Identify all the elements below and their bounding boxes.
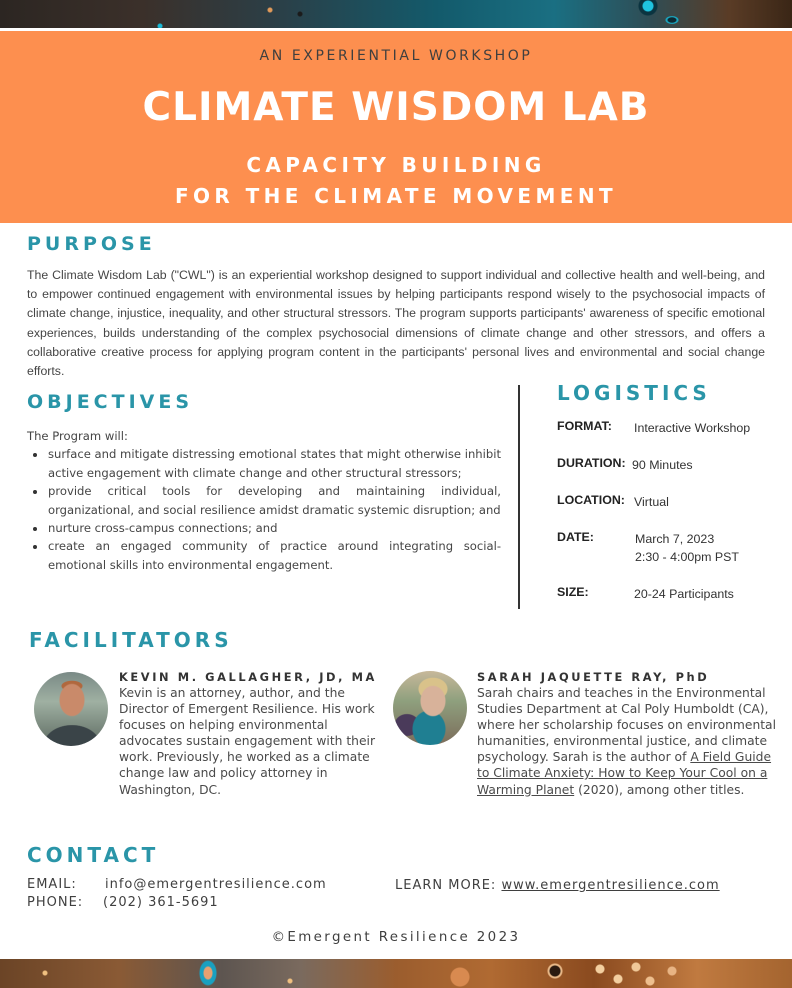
time-value: 2:30 - 4:00pm PST <box>635 550 739 564</box>
logistics-label: LOCATION: <box>557 493 625 507</box>
bio-text: (2020), among other titles. <box>574 782 745 797</box>
logistics-row-date <box>557 530 739 566</box>
objectives-heading: OBJECTIVES <box>27 391 194 413</box>
vertical-divider <box>518 385 520 609</box>
website-link[interactable]: www.emergentresilience.com <box>501 878 720 893</box>
facilitator-bio: Kevin is an attorney, author, and the Director of Emergent Resilience. His work focuses on helping environmental advocates sustain engagement with their work. Previously, he worked as a climate change law and policy attorney in Washington, DC. <box>119 686 376 797</box>
contact-email-row <box>27 877 327 892</box>
logistics-label: DATE: <box>557 530 594 544</box>
avatar-sarah-jaquette-ray <box>393 671 467 745</box>
logistics-label: FORMAT: <box>557 419 612 433</box>
subtitle-line-2: FOR THE CLIMATE MOVEMENT <box>174 184 618 208</box>
objective-item: create an engaged community of practice around integrating social-emotional skills into environmental engagement. <box>27 537 501 574</box>
logistics-value <box>635 530 739 566</box>
page-title: CLIMATE WISDOM LAB <box>142 85 650 130</box>
copyright: ©Emergent Resilience 2023 <box>271 930 521 945</box>
header-kicker: AN EXPERIENTIAL WORKSHOP <box>259 48 533 64</box>
phone-label: PHONE: <box>27 895 84 910</box>
facilitator-bio <box>477 685 777 798</box>
date-value: March 7, 2023 <box>635 532 715 546</box>
facilitator-name: KEVIN M. GALLAGHER, JD, MA <box>119 670 377 684</box>
avatar-kevin-gallagher <box>34 672 108 746</box>
email-link[interactable]: info@emergentresilience.com <box>105 877 327 892</box>
logistics-label: SIZE: <box>557 585 589 599</box>
bottom-decorative-photo-strip <box>0 959 792 988</box>
objectives-intro: The Program will: <box>27 429 128 443</box>
purpose-paragraph: The Climate Wisdom Lab ("CWL") is an experiential workshop designed to support individual and collective health and well-being, and to empower continued engagement with environmental issues by helping participants respond wisely to the psychosocial impacts of climate change, injustice, inequality, and other structural stressors. The program supports participants' awareness of specific emotional experiences, builds understanding of the complex psychosocial dimensions of climate change and other stressors, and offers a collaborative creative process for applying program content in the participants' personal lives and environmental and social change efforts. <box>27 268 765 379</box>
logistics-value: Virtual <box>634 495 669 509</box>
objective-item: nurture cross-campus connections; and <box>27 519 501 537</box>
objectives-list <box>27 445 501 574</box>
logistics-row-location <box>557 493 669 511</box>
header-banner <box>0 31 792 223</box>
top-decorative-photo-strip <box>0 0 792 28</box>
learn-more-row <box>395 878 720 893</box>
subtitle-line-1: CAPACITY BUILDING <box>246 153 546 177</box>
logistics-heading: LOGISTICS <box>557 381 711 405</box>
objectives-block <box>27 427 501 574</box>
learn-more-label: LEARN MORE: <box>395 878 497 893</box>
facilitator-card-kevin <box>119 669 381 798</box>
contact-phone-row <box>27 895 219 910</box>
page-subtitle <box>0 150 792 212</box>
facilitator-card-sarah <box>477 669 777 798</box>
purpose-heading: PURPOSE <box>27 233 156 255</box>
book-title-link[interactable]: A Field Guide to Climate Anxiety: How to Keep Your Cool on a Warming Planet <box>477 750 772 797</box>
logistics-row-size <box>557 585 734 603</box>
objective-item: provide critical tools for developing and maintaining individual, organizational, and social resilience amidst dramatic systemic disruption; and <box>27 482 501 519</box>
facilitator-name: SARAH JAQUETTE RAY, PhD <box>477 670 710 684</box>
logistics-value: Interactive Workshop <box>634 421 751 435</box>
logistics-row-format <box>557 419 750 437</box>
logistics-row-duration <box>557 456 693 474</box>
logistics-value: 20-24 Participants <box>634 587 734 601</box>
facilitators-heading: FACILITATORS <box>29 628 233 652</box>
logistics-label: DURATION: <box>557 456 626 470</box>
phone-value[interactable]: (202) 361-5691 <box>103 895 219 910</box>
objective-item: surface and mitigate distressing emotional states that might otherwise inhibit active engagement with climate change and other structural stressors; <box>27 445 501 482</box>
logistics-value: 90 Minutes <box>632 458 693 472</box>
contact-heading: CONTACT <box>27 843 160 867</box>
bio-text: Sarah chairs and teaches in the Environmental Studies Department at Cal Poly Humboldt (CA), where her scholarship focuses on environmental humanities, environmental justice, and climate psychology. Sarah is the author of <box>477 686 777 765</box>
email-label: EMAIL: <box>27 877 77 892</box>
